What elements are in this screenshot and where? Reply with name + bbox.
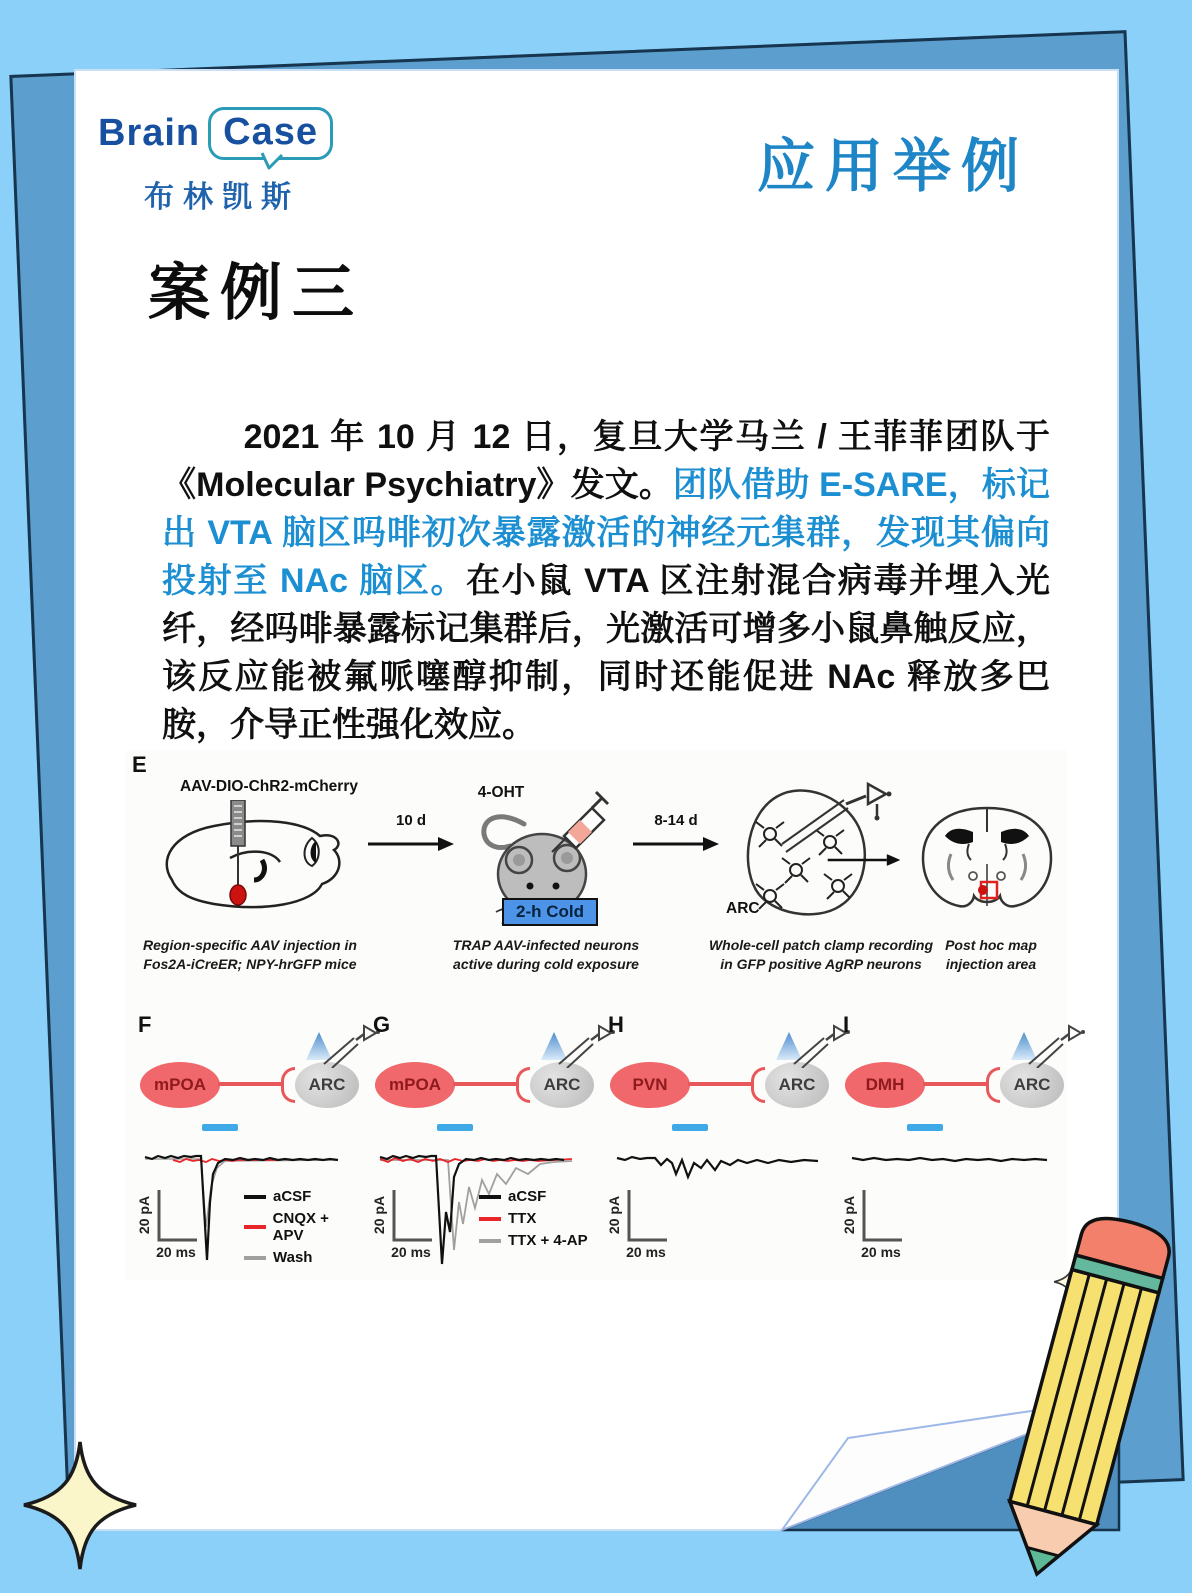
brand-word-case: Case [223,111,318,153]
terminal-icon [281,1067,295,1103]
science-figure [126,750,1067,1280]
caption-step-2: TRAP AAV-infected neurons active during cold exposure [452,937,640,972]
article-segment-1: 2021 年 10 月 12 日，复旦大学马兰 / 王菲菲团队于《Molecular Psychiatry》发文。 [162,418,1050,504]
page-title: 应用举例 [756,134,1029,199]
target-region-badge: ARC [295,1062,359,1108]
panel-f-label: F [138,1012,152,1037]
panel-h-circuit [604,1038,832,1116]
article-paragraph [162,413,1050,749]
coronal-section-icon [911,802,1063,920]
caption-step-1: Region-specific AAV injection in Fos2A-iCreER; NPY-hrGFP mice [143,937,357,972]
arrow-2-icon [631,834,721,854]
arrow-2-label: 8-14 d [654,812,698,829]
panel-g-circuit [369,1038,597,1116]
scale-pa-label: 20 pA [841,1195,857,1235]
scale-ms-label: 20 ms [626,1244,666,1260]
panel-g-label: G [373,1012,391,1037]
legend-item: CNQX + APV [244,1210,362,1244]
target-region-badge: ARC [1000,1062,1064,1108]
panel-f-circuit [134,1038,362,1116]
panel-h-label: H [608,1012,624,1037]
aav-construct-label: AAV-DIO-ChR2-mCherry [180,778,358,795]
terminal-icon [751,1067,765,1103]
article-segment-2-highlight: 团队借助 E-SARE，标记出 VTA 脑区吗啡初次暴露激活的神经元集群，发现其偏向投射至 NAc 脑区。 [162,466,1050,600]
legend-item: aCSF [479,1188,588,1205]
panel-g [369,1012,597,1278]
legend-f [244,1188,362,1266]
caption-step-3: Whole-cell patch clamp recording in GFP positive AgRP neurons [708,937,934,972]
projection-line [218,1082,284,1086]
light-stim-bar [907,1124,943,1131]
source-region-badge: PVN [610,1062,690,1108]
scale-pa-label: 20 pA [136,1195,152,1235]
brand-word-brain: Brain [98,112,201,154]
pipette-icon [1025,1022,1085,1068]
source-region-badge: mPOA [140,1062,220,1108]
arc-region-label: ARC [726,900,760,917]
legend-swatch [479,1195,501,1199]
legend-swatch [244,1256,266,1260]
legend-swatch [244,1225,266,1229]
scale-pa-label: 20 pA [606,1195,622,1235]
legend-item: Wash [244,1249,362,1266]
panel-f [134,1012,362,1278]
light-stim-bar [672,1124,708,1131]
light-stim-bar [202,1124,238,1131]
article-segment-3: 在小鼠 VTA 区注射混合病毒并埋入光纤，经吗啡暴露标记集群后，光激活可增多小鼠鼻触反应，该反应能被氟哌噻醇抑制，同时还能促进 NAc 释放多巴胺，介导正性强化效应。 [162,562,1050,744]
panel-i-label: I [843,1012,850,1037]
legend-swatch [244,1195,266,1199]
panel-e-label: E [132,752,147,777]
projection-line [923,1082,989,1086]
legend-g [479,1188,588,1249]
terminal-icon [516,1067,530,1103]
case-heading: 案例三 [148,259,365,328]
panel-h [604,1012,832,1278]
source-region-badge: DMH [845,1062,925,1108]
sparkle-icon [18,1438,143,1573]
scale-pa-label: 20 pA [371,1195,387,1235]
projection-line [453,1082,519,1086]
legend-swatch [479,1217,501,1221]
source-region-badge: mPOA [375,1062,455,1108]
brand-logo [98,107,333,216]
panel-i-circuit [839,1038,1067,1116]
arrow-1-icon [366,834,456,854]
scale-ms-label: 20 ms [156,1244,196,1260]
caption-step-4: Post hoc map injection area [945,937,1037,972]
target-region-badge: ARC [530,1062,594,1108]
cold-exposure-box [502,898,598,926]
content-card [74,69,1119,1531]
sagittal-brain-injection-icon [144,800,369,922]
projection-line [688,1082,754,1086]
scale-ms-label: 20 ms [861,1244,901,1260]
arrow-1-label: 10 d [395,812,426,829]
legend-item: aCSF [244,1188,362,1205]
light-stim-bar [437,1124,473,1131]
brand-speech-bubble [208,107,333,160]
speech-bubble-tail-icon [259,152,285,172]
brand-chinese-name: 布林凯斯 [144,181,300,214]
four-oht-label: 4-OHT [477,784,525,801]
cold-box-label: 2-h Cold [502,898,598,926]
target-region-badge: ARC [765,1062,829,1108]
scale-ms-label: 20 ms [391,1244,431,1260]
legend-item: TTX + 4-AP [479,1232,588,1249]
legend-swatch [479,1239,501,1243]
legend-item: TTX [479,1210,588,1227]
terminal-icon [986,1067,1000,1103]
arrow-3-icon [826,850,902,870]
